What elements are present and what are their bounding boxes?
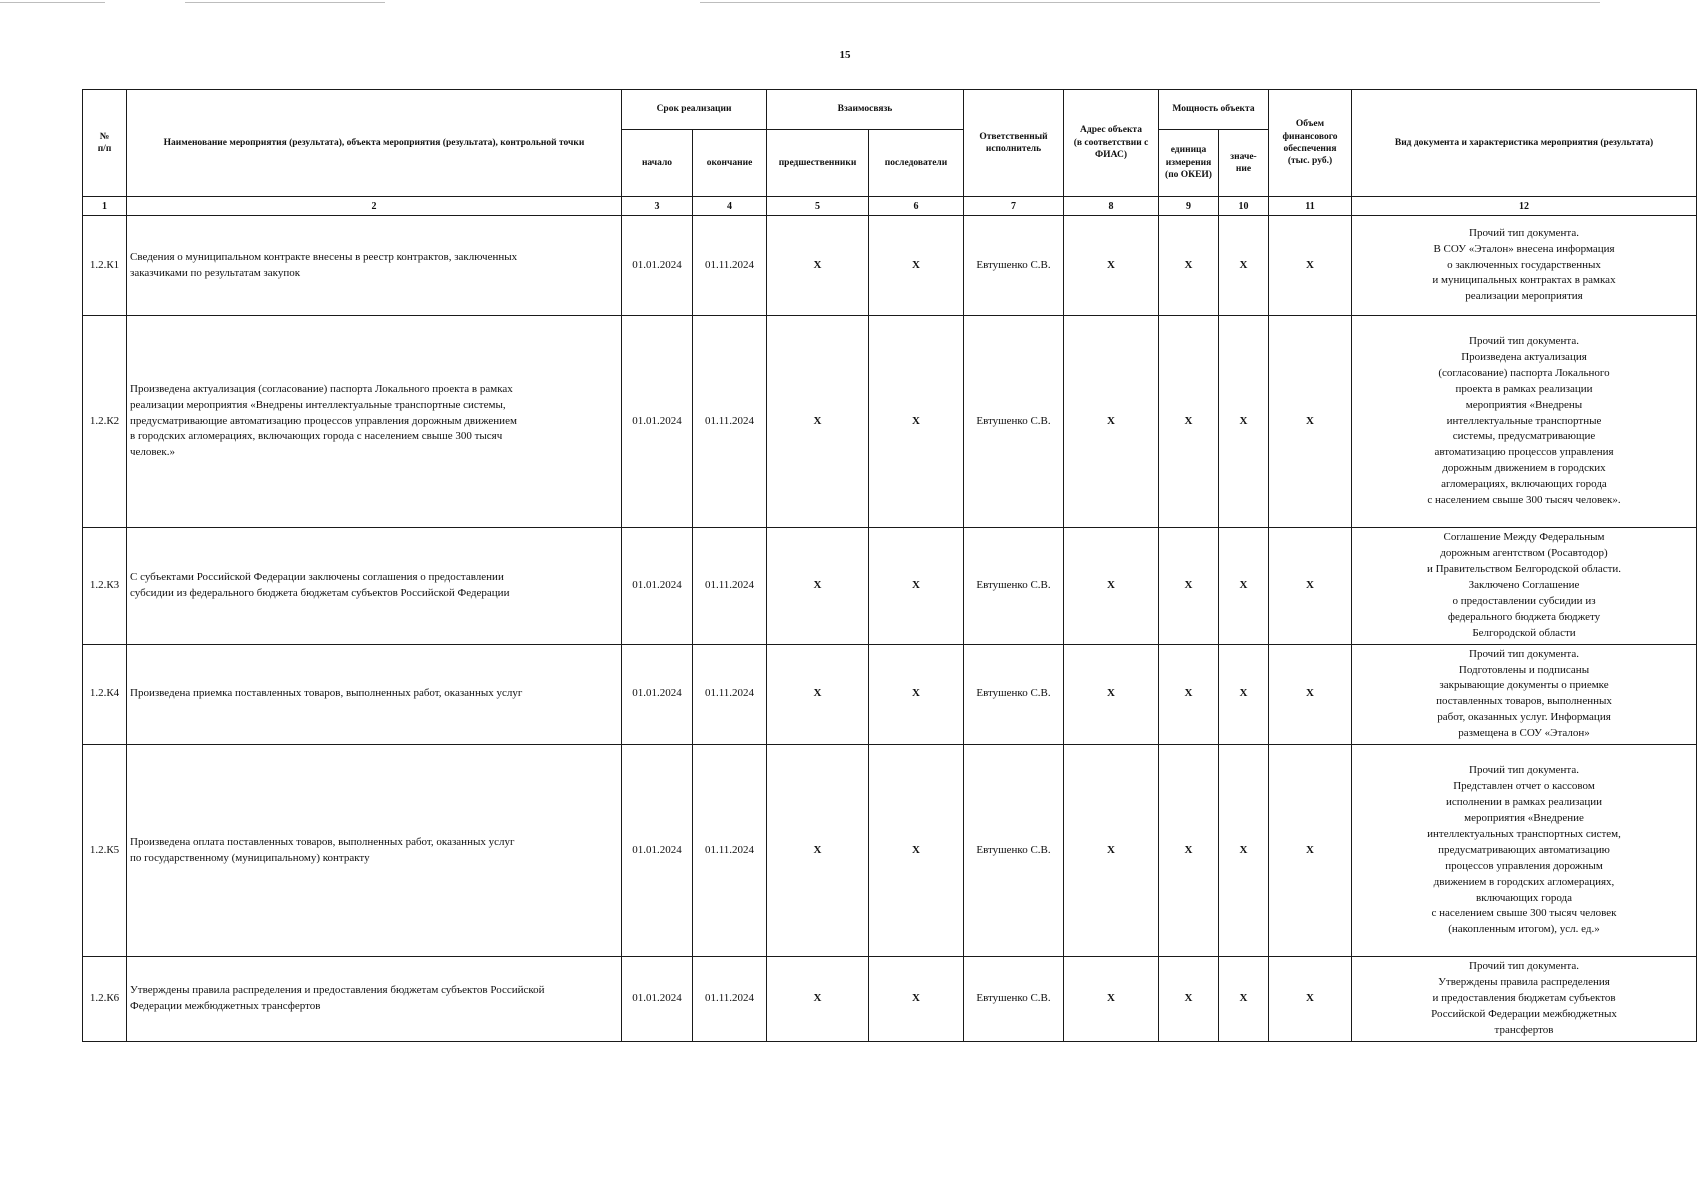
row-value: X [1219,528,1269,645]
row-name: Произведена актуализация (согласование) паспорта Локального проекта в рамках реализации мероприятия «Внедрены интеллектуальные транспортные системы, предусматривающие автоматизацию процессов управления дорожным движением в городских агломерациях, включающих города с населением свыше 300 тысяч человек.» [127,316,622,528]
table-row [83,745,1697,957]
row-responsible: Евтушенко С.В. [964,216,1064,316]
row-address: X [1064,745,1159,957]
row-finance: X [1269,644,1352,745]
header-successors: последователи [869,130,964,197]
row-responsible: Евтушенко С.В. [964,316,1064,528]
row-predecessors: X [767,216,869,316]
header-value: значе- ние [1219,130,1269,197]
column-number: 8 [1064,197,1159,216]
header-responsible: Ответственный исполнитель [964,90,1064,197]
row-successors: X [869,644,964,745]
table-row [83,528,1697,645]
row-name: Произведена оплата поставленных товаров, выполненных работ, оказанных услуг по государственному (муниципальному) контракту [127,745,622,957]
row-doc: Прочий тип документа. Представлен отчет о кассовом исполнении в рамках реализации мероприятия «Внедрение интеллектуальных транспортных систем, предусматривающих автоматизацию процессов управления дорожным движением в городских агломерациях, включающих города с населением свыше 300 тысяч человек (накопленным итогом), усл. ед.» [1352,745,1697,957]
row-start: 01.01.2024 [622,316,693,528]
row-predecessors: X [767,644,869,745]
scan-edge-line [0,2,105,3]
column-number: 4 [693,197,767,216]
row-name: С субъектами Российской Федерации заключены соглашения о предоставлении субсидии из федерального бюджета бюджетам субъектов Российской Федерации [127,528,622,645]
header-capacity: Мощность объекта [1159,90,1269,130]
row-successors: X [869,316,964,528]
row-finance: X [1269,957,1352,1042]
column-number: 9 [1159,197,1219,216]
table-row [83,644,1697,745]
row-end: 01.11.2024 [693,316,767,528]
plan-table [82,89,1697,1042]
row-value: X [1219,216,1269,316]
column-number: 3 [622,197,693,216]
row-end: 01.11.2024 [693,957,767,1042]
row-start: 01.01.2024 [622,528,693,645]
row-predecessors: X [767,957,869,1042]
row-value: X [1219,316,1269,528]
row-unit: X [1159,316,1219,528]
row-successors: X [869,216,964,316]
row-start: 01.01.2024 [622,957,693,1042]
header-num: № п/п [83,90,127,197]
row-doc: Соглашение Между Федеральным дорожным агентством (Росавтодор) и Правительством Белгородской области. Заключено Соглашение о предоставлении субсидии из федерального бюджета бюджету Белгородской области [1352,528,1697,645]
row-start: 01.01.2024 [622,745,693,957]
header-finance: Объем финансового обеспечения (тыс. руб.) [1269,90,1352,197]
row-address: X [1064,528,1159,645]
row-responsible: Евтушенко С.В. [964,957,1064,1042]
row-value: X [1219,745,1269,957]
row-doc: Прочий тип документа. Подготовлены и подписаны закрывающие документы о приемке поставленных товаров, выполненных работ, оказанных услуг. Информация размещена в СОУ «Эталон» [1352,644,1697,745]
row-start: 01.01.2024 [622,216,693,316]
row-successors: X [869,957,964,1042]
row-finance: X [1269,745,1352,957]
row-unit: X [1159,528,1219,645]
row-address: X [1064,316,1159,528]
column-number: 7 [964,197,1064,216]
row-end: 01.11.2024 [693,528,767,645]
header-unit: единица измерения (по ОКЕИ) [1159,130,1219,197]
row-unit: X [1159,957,1219,1042]
page-number: 15 [839,49,851,61]
header-address: Адрес объекта (в соответствии с ФИАС) [1064,90,1159,197]
header-doc: Вид документа и характеристика мероприятия (результата) [1352,90,1697,197]
row-predecessors: X [767,528,869,645]
column-number: 12 [1352,197,1697,216]
row-start: 01.01.2024 [622,644,693,745]
row-code: 1.2.К2 [83,316,127,528]
table-row [83,957,1697,1042]
row-responsible: Евтушенко С.В. [964,644,1064,745]
column-number: 11 [1269,197,1352,216]
row-name: Сведения о муниципальном контракте внесены в реестр контрактов, заключенных заказчиками по результатам закупок [127,216,622,316]
row-predecessors: X [767,745,869,957]
row-unit: X [1159,644,1219,745]
row-predecessors: X [767,316,869,528]
table-row [83,216,1697,316]
row-code: 1.2.К3 [83,528,127,645]
row-finance: X [1269,528,1352,645]
row-responsible: Евтушенко С.В. [964,745,1064,957]
column-number: 10 [1219,197,1269,216]
row-doc: Прочий тип документа. В СОУ «Эталон» внесена информация о заключенных государственных и муниципальных контрактах в рамках реализации мероприятия [1352,216,1697,316]
row-address: X [1064,957,1159,1042]
column-number: 1 [83,197,127,216]
row-finance: X [1269,216,1352,316]
row-unit: X [1159,216,1219,316]
row-code: 1.2.К6 [83,957,127,1042]
header-link: Взаимосвязь [767,90,964,130]
row-code: 1.2.К5 [83,745,127,957]
row-name: Утверждены правила распределения и предоставления бюджетам субъектов Российской Федерации межбюджетных трансфертов [127,957,622,1042]
header-term: Срок реализации [622,90,767,130]
row-value: X [1219,644,1269,745]
header-start: начало [622,130,693,197]
row-address: X [1064,644,1159,745]
row-finance: X [1269,316,1352,528]
scan-edge-line [700,2,1600,3]
row-end: 01.11.2024 [693,745,767,957]
row-successors: X [869,528,964,645]
row-successors: X [869,745,964,957]
row-value: X [1219,957,1269,1042]
row-doc: Прочий тип документа. Произведена актуализация (согласование) паспорта Локального проекта в рамках реализации мероприятия «Внедрены интеллектуальные транспортные системы, предусматривающие автоматизацию процессов управления дорожным движением в городских агломерациях, включающих города с населением свыше 300 тысяч человек». [1352,316,1697,528]
column-number: 2 [127,197,622,216]
row-end: 01.11.2024 [693,644,767,745]
header-predecessors: предшественники [767,130,869,197]
row-code: 1.2.К4 [83,644,127,745]
header-name: Наименование мероприятия (результата), объекта мероприятия (результата), контрольной точки [127,90,622,197]
column-number: 6 [869,197,964,216]
scan-edge-line [185,2,385,3]
row-doc: Прочий тип документа. Утверждены правила распределения и предоставления бюджетам субъектов Российской Федерации межбюджетных трансфертов [1352,957,1697,1042]
row-name: Произведена приемка поставленных товаров, выполненных работ, оказанных услуг [127,644,622,745]
table-row [83,316,1697,528]
row-responsible: Евтушенко С.В. [964,528,1064,645]
column-number: 5 [767,197,869,216]
row-code: 1.2.К1 [83,216,127,316]
row-address: X [1064,216,1159,316]
row-unit: X [1159,745,1219,957]
header-end: окончание [693,130,767,197]
row-end: 01.11.2024 [693,216,767,316]
